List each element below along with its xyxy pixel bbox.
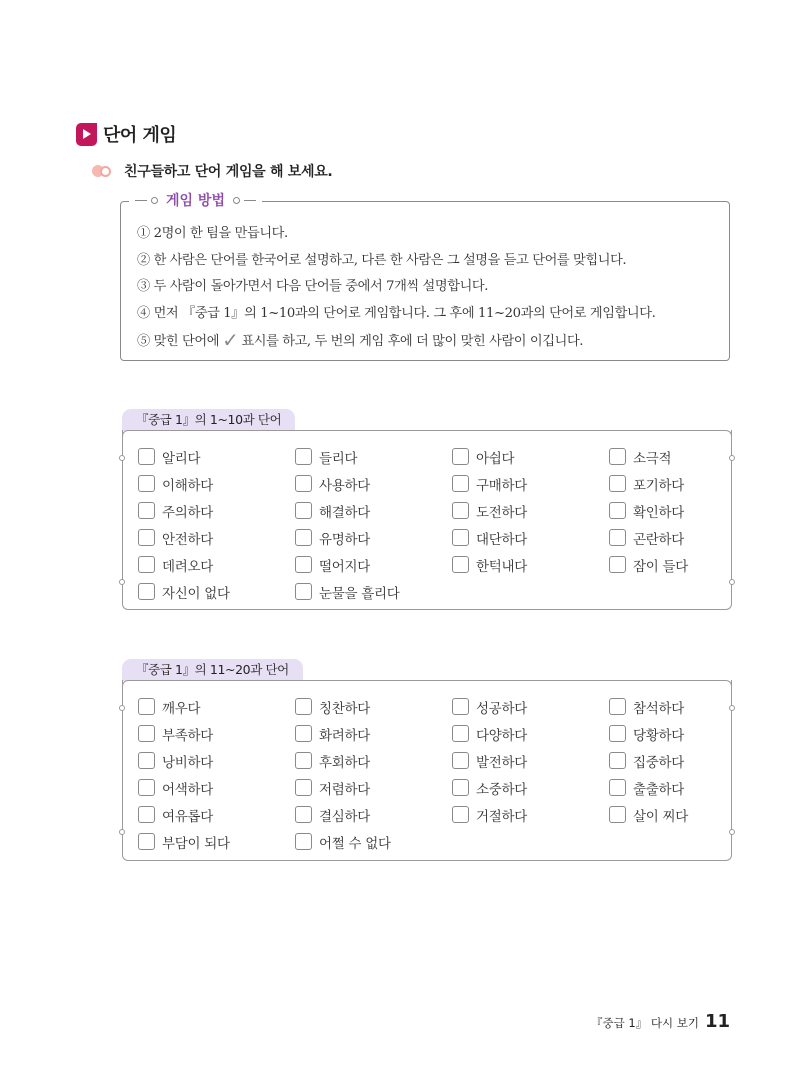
word-list-1 [138,443,739,605]
step-4: ④ 먼저 『중급 1』의 1~10과의 단어로 게임합니다. 그 후에 11~20과의 단어로 게임합니다. [137,305,656,321]
step-5-before: ⑤ 맞힌 단어에 [137,334,220,349]
word-label: 소중하다 [476,781,527,798]
word-item[interactable] [609,497,739,524]
word-label: 여유롭다 [162,808,213,825]
word-checkbox[interactable] [295,806,312,823]
word-item[interactable] [452,470,609,497]
word-item[interactable] [138,578,295,605]
word-checkbox[interactable] [609,779,626,796]
word-label: 이해하다 [162,477,213,494]
word-label: 포기하다 [633,477,684,494]
word-checkbox[interactable] [295,475,312,492]
word-label: 떨어지다 [319,558,370,575]
word-label: 소극적 [633,450,672,467]
word-checkbox[interactable] [609,556,626,573]
word-item[interactable] [452,443,609,470]
word-label: 안전하다 [162,531,213,548]
word-checkbox[interactable] [452,806,469,823]
word-label: 들리다 [319,450,358,467]
word-label: 칭찬하다 [319,700,370,717]
step-5 [137,327,655,354]
word-label: 한턱내다 [476,558,527,575]
word-item[interactable] [609,470,739,497]
word-item[interactable] [295,693,452,720]
play-icon [76,123,97,146]
word-checkbox[interactable] [452,448,469,465]
footer-book-title: 『중급 1』 다시 보기 [591,1016,699,1030]
word-checkbox[interactable] [138,725,155,742]
word-label: 당황하다 [633,727,684,744]
word-item[interactable] [295,443,452,470]
word-checkbox[interactable] [609,529,626,546]
word-label: 거절하다 [476,808,527,825]
rivet-icon [119,455,125,461]
word-checkbox[interactable] [452,698,469,715]
word-item[interactable] [295,524,452,551]
word-item[interactable] [609,747,739,774]
word-item[interactable] [295,551,452,578]
word-item[interactable] [295,747,452,774]
word-label: 해결하다 [319,504,370,521]
word-label: 부담이 되다 [162,835,230,852]
rivet-icon [119,579,125,585]
word-item[interactable] [609,524,739,551]
word-item[interactable] [609,551,739,578]
word-checkbox[interactable] [452,529,469,546]
word-item[interactable] [452,497,609,524]
word-item[interactable] [609,693,739,720]
word-checkbox[interactable] [295,448,312,465]
word-item[interactable] [452,747,609,774]
word-label: 참석하다 [633,700,684,717]
word-checkbox[interactable] [452,725,469,742]
step-2: ② 한 사람은 단어를 한국어로 설명하고, 다른 한 사람은 그 설명을 듣고 단어를 맞힙니다. [137,252,627,268]
instruction-text: 친구들하고 단어 게임을 해 보세요. [124,164,333,180]
game-steps [137,221,655,354]
word-label: 잠이 들다 [633,558,688,575]
word-item[interactable] [295,828,452,855]
word-checkbox[interactable] [609,752,626,769]
word-group-1-tab: 『중급 1』의 1~10과 단어 [122,409,295,431]
word-label: 깨우다 [162,700,201,717]
step-1: ① 2명이 한 팀을 만듭니다. [137,226,288,241]
word-label: 데려오다 [162,558,213,575]
word-label: 구매하다 [476,477,527,494]
word-item[interactable] [295,578,452,605]
word-checkbox[interactable] [452,752,469,769]
word-item[interactable] [452,693,609,720]
word-group-2-box [122,680,732,861]
word-item[interactable] [138,774,295,801]
step-3: ③ 두 사람이 돌아가면서 다음 단어들 중에서 7개씩 설명합니다. [137,279,489,294]
word-item[interactable] [138,524,295,551]
word-checkbox[interactable] [609,502,626,519]
word-item[interactable] [295,470,452,497]
word-label: 출출하다 [633,781,684,798]
word-label: 발전하다 [476,754,527,771]
word-checkbox[interactable] [452,779,469,796]
word-checkbox[interactable] [295,725,312,742]
word-checkbox[interactable] [138,833,155,850]
rivet-icon [119,829,125,835]
word-label: 집중하다 [633,754,684,771]
word-label: 살이 찌다 [633,808,688,825]
checkmark-icon: ✓ [222,328,239,352]
word-checkbox[interactable] [138,475,155,492]
word-checkbox[interactable] [609,806,626,823]
word-checkbox[interactable] [452,556,469,573]
word-checkbox[interactable] [452,502,469,519]
word-checkbox[interactable] [138,448,155,465]
word-item[interactable] [295,801,452,828]
word-checkbox[interactable] [295,752,312,769]
word-label: 화려하다 [319,727,370,744]
word-label: 후회하다 [319,754,370,771]
word-checkbox[interactable] [138,583,155,600]
word-item[interactable] [452,774,609,801]
word-label: 아쉽다 [476,450,515,467]
word-label: 유명하다 [319,531,370,548]
section-header [76,120,176,148]
word-checkbox[interactable] [295,529,312,546]
word-label: 저렴하다 [319,781,370,798]
word-label: 확인하다 [633,504,684,521]
word-checkbox[interactable] [138,529,155,546]
word-label: 주의하다 [162,504,213,521]
word-checkbox[interactable] [295,583,312,600]
word-label: 도전하다 [476,504,527,521]
word-checkbox[interactable] [609,698,626,715]
word-item[interactable] [138,720,295,747]
word-label: 낭비하다 [162,754,213,771]
word-item[interactable] [138,801,295,828]
word-checkbox[interactable] [609,725,626,742]
word-item[interactable] [609,801,739,828]
word-checkbox[interactable] [295,779,312,796]
word-label: 성공하다 [476,700,527,717]
word-item[interactable] [138,497,295,524]
step-5-after: 표시를 하고, 두 번의 게임 후에 더 많이 맞힌 사람이 이깁니다. [241,334,584,349]
word-checkbox[interactable] [609,475,626,492]
page-footer [591,1011,730,1032]
word-label: 사용하다 [319,477,370,494]
word-label: 어쩔 수 없다 [319,835,391,852]
word-checkbox[interactable] [138,556,155,573]
word-item[interactable] [138,551,295,578]
word-item[interactable] [452,551,609,578]
word-item[interactable] [452,524,609,551]
word-checkbox[interactable] [138,502,155,519]
instruction [92,161,332,181]
word-checkbox[interactable] [295,502,312,519]
word-checkbox[interactable] [138,806,155,823]
word-item[interactable] [138,470,295,497]
word-list-2 [138,693,739,855]
word-label: 자신이 없다 [162,585,230,602]
game-method-header [129,190,262,210]
word-item[interactable] [452,801,609,828]
word-label: 대단하다 [476,531,527,548]
word-label: 알리다 [162,450,201,467]
word-checkbox[interactable] [295,556,312,573]
word-checkbox[interactable] [138,779,155,796]
word-item[interactable] [138,747,295,774]
word-label: 결심하다 [319,808,370,825]
section-title: 단어 게임 [103,125,177,146]
word-item[interactable] [295,497,452,524]
page-number: 11 [704,1011,730,1032]
bullet-dots-icon [92,164,114,178]
rivet-icon [119,705,125,711]
word-checkbox[interactable] [138,752,155,769]
word-label: 다양하다 [476,727,527,744]
word-item[interactable] [138,693,295,720]
word-label: 부족하다 [162,727,213,744]
word-label: 눈물을 흘리다 [319,585,400,602]
word-label: 곤란하다 [633,531,684,548]
word-item[interactable] [138,443,295,470]
word-checkbox[interactable] [609,448,626,465]
word-item[interactable] [452,720,609,747]
word-checkbox[interactable] [452,475,469,492]
word-item[interactable] [609,774,739,801]
game-method-box [120,193,730,361]
word-checkbox[interactable] [138,698,155,715]
word-item[interactable] [609,443,739,470]
word-checkbox[interactable] [295,698,312,715]
game-method-title: 게임 방법 [166,193,225,209]
word-label: 어색하다 [162,781,213,798]
word-item[interactable] [138,828,295,855]
word-checkbox[interactable] [295,833,312,850]
word-group-2-tab: 『중급 1』의 11~20과 단어 [122,659,303,681]
word-item[interactable] [295,774,452,801]
word-group-1-box [122,430,732,610]
word-item[interactable] [609,720,739,747]
word-item[interactable] [295,720,452,747]
